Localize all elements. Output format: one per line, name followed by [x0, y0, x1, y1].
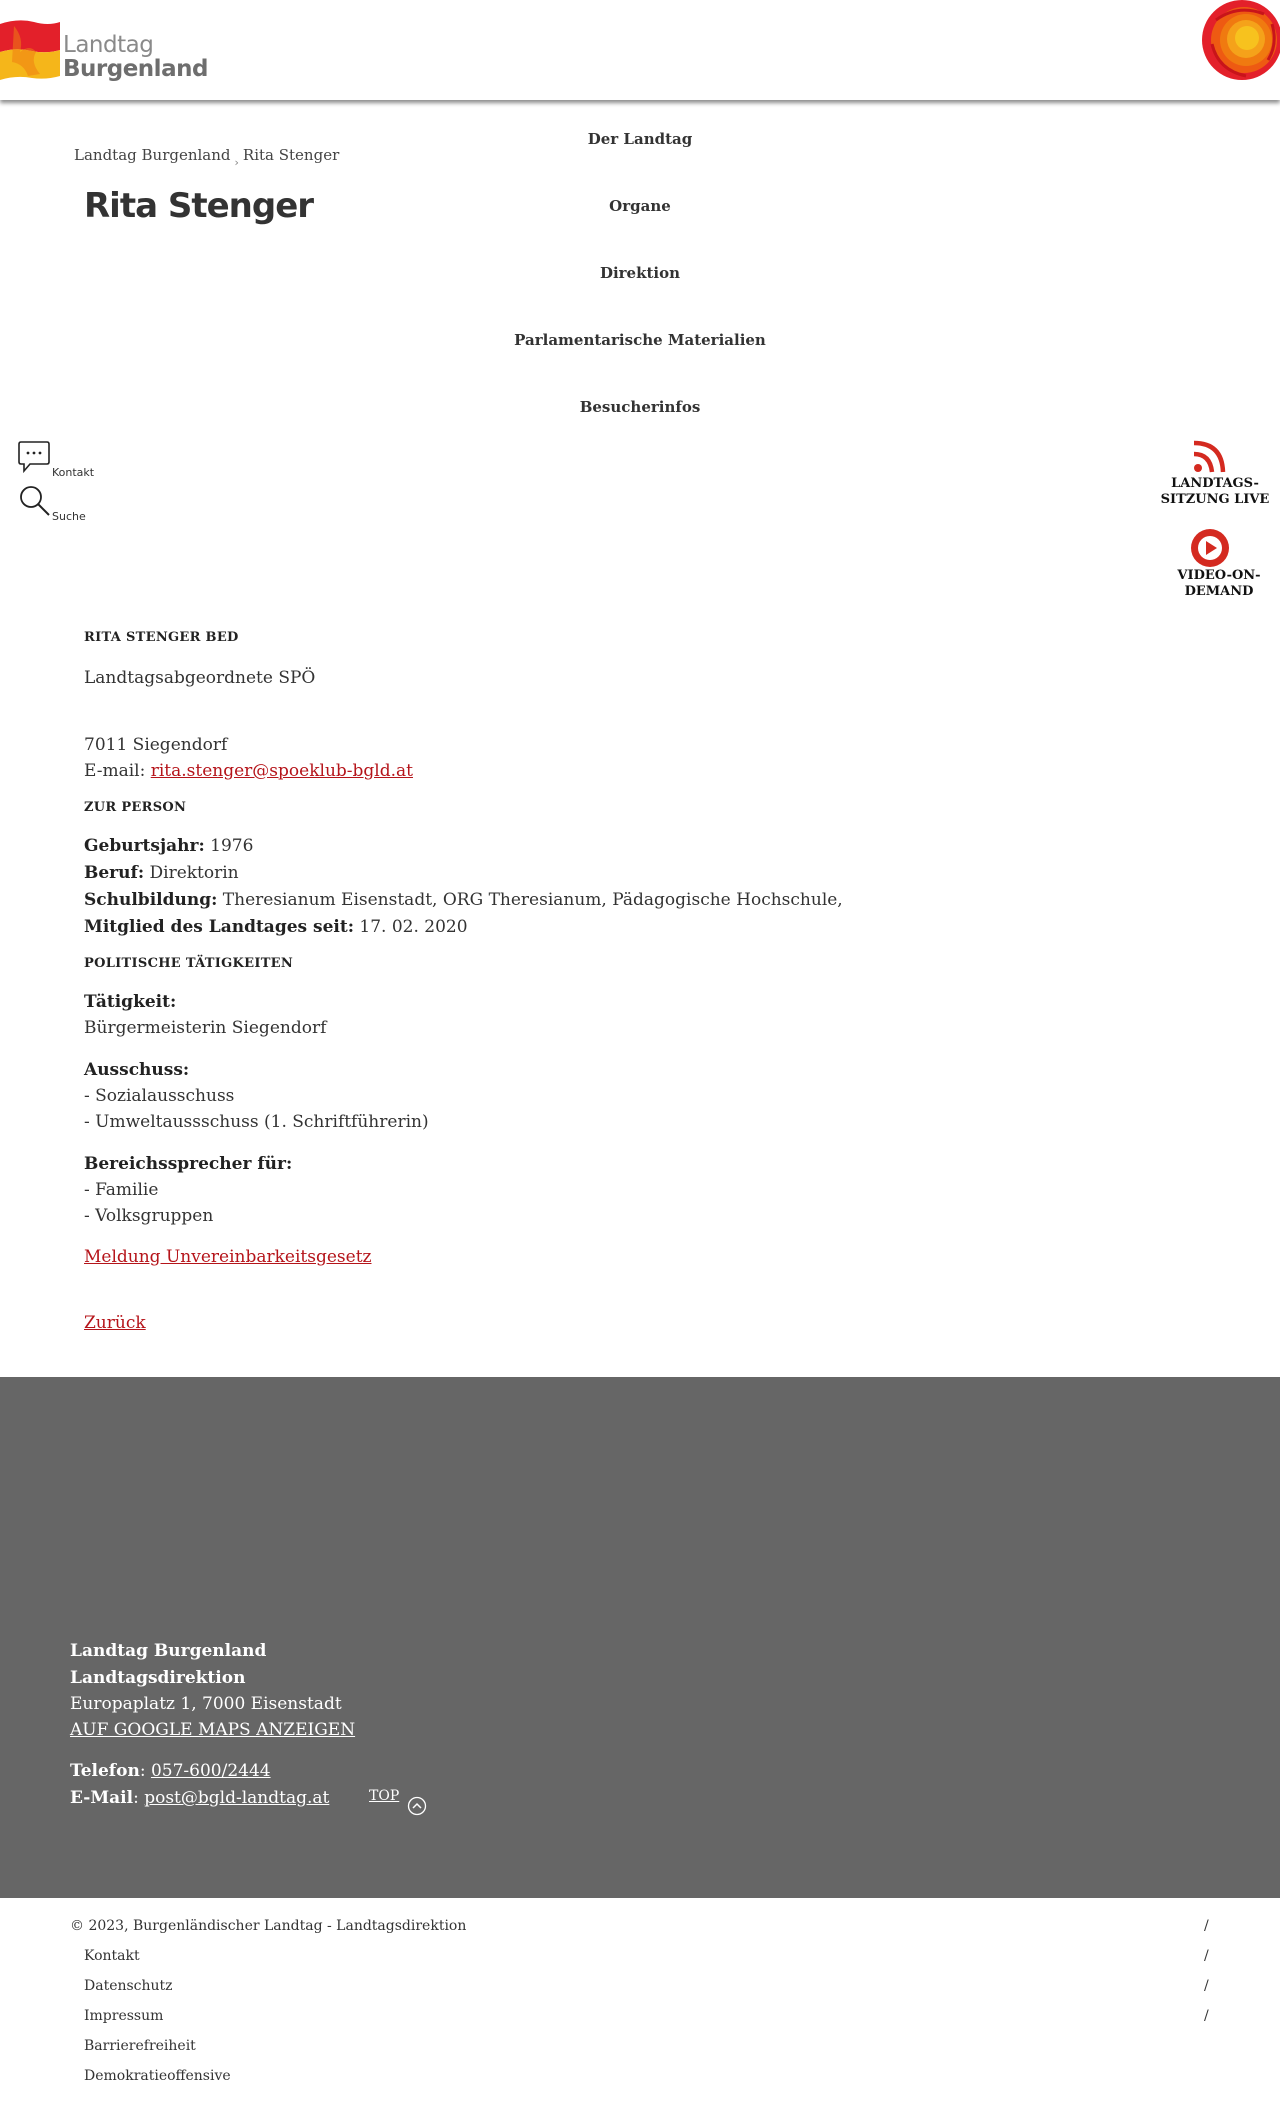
nav-item-organe[interactable]: Organe: [609, 197, 671, 215]
play-icon: [1190, 528, 1230, 568]
sun-emblem-icon: [1198, 0, 1280, 82]
person-heading: ZUR PERSON: [84, 800, 187, 815]
activity-label-row: [84, 992, 176, 1012]
landtag-logo[interactable]: [0, 14, 208, 90]
chat-bubble-icon: [18, 440, 50, 474]
site-footer: [0, 1377, 1280, 1898]
member-value: 17. 02. 2020: [359, 917, 468, 937]
job-label: Beruf:: [84, 863, 145, 883]
bottom-bar: [0, 1898, 1280, 2109]
school-label: Schulbildung:: [84, 890, 218, 910]
bottom-link-kontakt[interactable]: Kontakt: [84, 1948, 140, 1964]
contact-button[interactable]: [18, 440, 128, 482]
profile-email-label: E-mail:: [84, 761, 146, 781]
live-session-line2: SITZUNG LIVE: [1160, 492, 1270, 507]
birth-value: 1976: [210, 836, 254, 856]
footer-org-department: Landtagsdirektion: [70, 1668, 246, 1688]
bottom-link-demokratieoffensive[interactable]: Demokratieoffensive: [84, 2068, 231, 2084]
breadcrumb-home-link[interactable]: Landtag Burgenland: [74, 146, 231, 164]
footer-maps-row: [70, 1720, 355, 1740]
profile-name-heading: RITA STENGER BED: [84, 630, 239, 645]
nav-item-parlamentarische-materialien[interactable]: Parlamentarische Materialien: [514, 331, 766, 349]
activity-label: Tätigkeit:: [84, 992, 177, 1012]
profile-email-row: [84, 761, 413, 781]
notice-row: [84, 1247, 372, 1267]
breadcrumb-current: Rita Stenger: [242, 146, 340, 164]
footer-org-name: Landtag Burgenland: [70, 1641, 267, 1661]
link-separator: /: [1204, 2008, 1209, 2024]
vod-line2: DEMAND: [1184, 584, 1254, 599]
contact-label: Kontakt: [52, 466, 95, 479]
spokesperson-label-row: [84, 1154, 292, 1174]
activity-value: Bürgermeisterin Siegendorf: [84, 1018, 327, 1038]
video-on-demand-link[interactable]: [1150, 528, 1280, 604]
back-to-top-label: TOP: [369, 1788, 400, 1804]
chevron-up-circle-icon: [407, 1796, 427, 1816]
nav-item-besucherinfos[interactable]: Besucherinfos: [579, 398, 701, 416]
google-maps-link[interactable]: AUF GOOGLE MAPS ANZEIGEN: [70, 1720, 356, 1740]
flag-logo-icon: [0, 18, 62, 82]
profile-city: 7011 Siegendorf: [84, 735, 228, 755]
bottom-link-datenschutz[interactable]: Datenschutz: [84, 1978, 173, 1994]
committee-item: - Umweltaussschuss (1. Schriftführerin): [84, 1112, 429, 1132]
birth-row: [84, 836, 253, 856]
nav-item-der-landtag[interactable]: Der Landtag: [587, 130, 693, 148]
logo-text-burgenland: Burgenland: [63, 56, 208, 82]
footer-address: Europaplatz 1, 7000 Eisenstadt: [70, 1694, 342, 1714]
live-session-link[interactable]: [1150, 438, 1280, 510]
spokesperson-item: - Volksgruppen: [84, 1206, 214, 1226]
copyright: © 2023, Burgenländischer Landtag - Landtagsdirektion: [70, 1918, 467, 1934]
member-row: [84, 917, 468, 937]
vod-line1: VIDEO-ON-: [1177, 568, 1261, 583]
bottom-link-barrierefreiheit[interactable]: Barrierefreiheit: [84, 2038, 196, 2054]
link-separator: /: [1204, 1918, 1209, 1934]
back-to-top-button[interactable]: [369, 1788, 449, 1818]
committee-label-row: [84, 1060, 189, 1080]
footer-phone-row: Telefon: 057-600/2444: [70, 1761, 271, 1781]
footer-email-link[interactable]: post@bgld-landtag.at: [144, 1788, 330, 1808]
birth-label: Geburtsjahr:: [84, 836, 205, 856]
link-separator: /: [1204, 1948, 1209, 1964]
back-link[interactable]: Zurück: [84, 1313, 146, 1333]
job-value: Direktorin: [149, 863, 239, 883]
committee-label: Ausschuss:: [84, 1060, 190, 1080]
footer-email-label: E-Mail: [70, 1788, 134, 1808]
nav-item-direktion[interactable]: Direktion: [599, 264, 681, 282]
site-header: [0, 0, 1280, 100]
school-row: [84, 890, 843, 910]
footer-phone-label: Telefon: [70, 1761, 140, 1781]
live-session-line1: LANDTAGS-: [1171, 476, 1259, 491]
back-row: [84, 1313, 146, 1333]
footer-email-row: E-Mail: post@bgld-landtag.at: [70, 1788, 330, 1808]
profile-role: Landtagsabgeordnete SPÖ: [84, 668, 316, 688]
search-icon: [18, 484, 50, 518]
profile-email-link[interactable]: rita.stenger@spoeklub-bgld.at: [150, 761, 413, 781]
member-label: Mitglied des Landtages seit:: [84, 917, 354, 937]
search-label: Suche: [52, 510, 86, 523]
incompatibility-notice-link[interactable]: Meldung Unvereinbarkeitsgesetz: [84, 1247, 372, 1267]
politics-heading: POLITISCHE TÄTIGKEITEN: [84, 956, 294, 971]
page-title: Rita Stenger: [84, 186, 314, 226]
breadcrumb: [74, 146, 340, 169]
footer-phone-link[interactable]: 057-600/2444: [150, 1761, 271, 1781]
spokesperson-label: Bereichssprecher für:: [84, 1154, 293, 1174]
link-separator: /: [1204, 1978, 1209, 1994]
spokesperson-item: - Familie: [84, 1180, 159, 1200]
school-value: Theresianum Eisenstadt, ORG Theresianum, Pädagogische Hochschule,: [222, 890, 843, 910]
committee-item: - Sozialausschuss: [84, 1086, 235, 1106]
breadcrumb-chevron-icon: ›: [234, 156, 239, 169]
rss-feed-icon: [1192, 438, 1230, 474]
search-button[interactable]: [18, 484, 128, 526]
job-row: [84, 863, 239, 883]
logo-text-landtag: Landtag: [63, 32, 154, 58]
bottom-link-impressum[interactable]: Impressum: [84, 2008, 164, 2024]
